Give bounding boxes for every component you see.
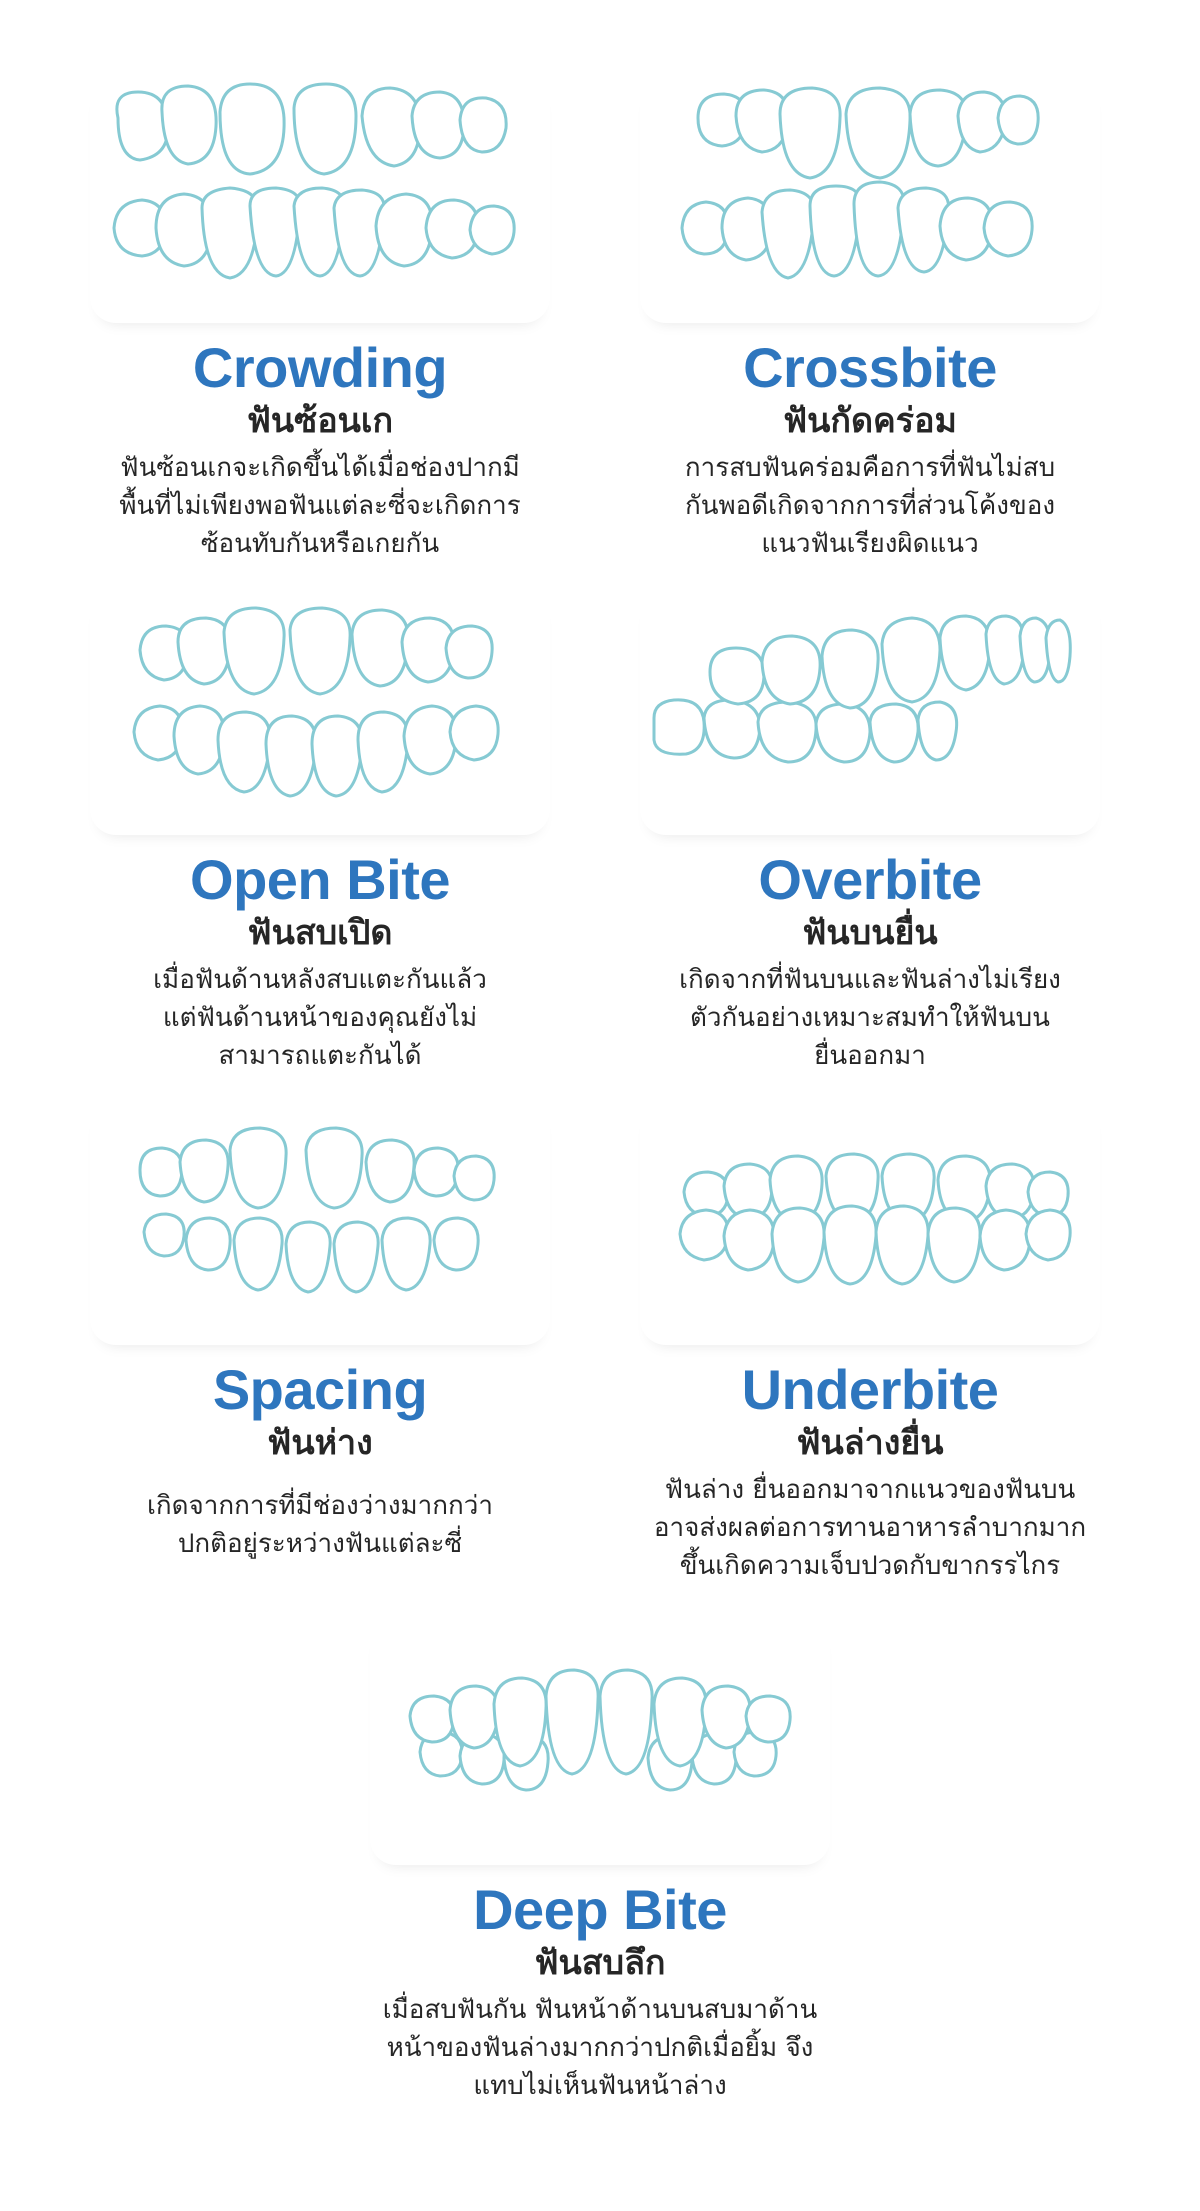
card-title: Spacing [212, 1358, 428, 1421]
description-line: ตัวกันอย่างเหมาะสมทำให้ฟันบน [690, 1003, 1050, 1033]
description-line: เกิดจากที่ฟันบนและฟันล่างไม่เรียง [679, 965, 1061, 995]
description-line: แทบไม่เห็นฟันหน้าล่าง [473, 2071, 727, 2101]
card-subtitle: ฟันกัดคร่อม [783, 401, 957, 441]
card-deep-bite [320, 1620, 880, 2105]
lower-teeth [134, 706, 498, 796]
card-subtitle: ฟันซ้อนเก [246, 401, 394, 441]
card-description [340, 1991, 860, 2105]
card-description [610, 961, 1130, 1075]
open-bite-teeth-icon [90, 590, 550, 835]
description-line: แต่ฟันด้านหน้าของคุณยังไม่ [162, 1003, 478, 1033]
card-title: Overbite [758, 848, 982, 911]
overbite-teeth-icon [640, 590, 1100, 835]
crowding-teeth-icon [90, 78, 550, 323]
card-title: Deep Bite [473, 1878, 727, 1941]
card-description [610, 449, 1130, 563]
description-line: ปกติอยู่ระหว่างฟันแต่ละซี่ [177, 1529, 463, 1559]
lower-teeth [680, 1206, 1070, 1284]
card-description [60, 1487, 580, 1563]
lower-teeth [144, 1214, 478, 1292]
card-title: Open Bite [190, 848, 450, 911]
card-spacing [40, 1100, 600, 1563]
card-description [60, 449, 580, 563]
lower-teeth [114, 188, 514, 278]
description-line: เกิดจากการที่มีช่องว่างมากกว่า [147, 1491, 493, 1521]
card-title: Underbite [741, 1358, 999, 1421]
card-title: Crossbite [743, 336, 997, 399]
card-description [590, 1471, 1150, 1585]
card-description [60, 961, 580, 1075]
card-underbite [590, 1100, 1150, 1585]
card-subtitle: ฟันบนยื่น [802, 913, 938, 953]
crossbite-teeth-icon [640, 78, 1100, 323]
description-line: แนวฟันเรียงผิดแนว [761, 529, 979, 559]
upper-teeth [710, 616, 1070, 708]
card-open-bite [40, 590, 600, 1075]
upper-teeth [698, 88, 1038, 178]
description-line: เมื่อฟันด้านหลังสบแตะกันแล้ว [153, 965, 487, 995]
upper-teeth [117, 84, 506, 174]
card-subtitle: ฟันล่างยื่น [796, 1423, 944, 1463]
card-crossbite [590, 78, 1150, 563]
description-line: ฟันล่าง ยื่นออกมาจากแนวของฟันบน [664, 1475, 1076, 1505]
description-line: ยื่นออกมา [814, 1041, 926, 1071]
description-line: ซ้อนทับกันหรือเกยกัน [200, 529, 440, 559]
description-line: การสบฟันคร่อมคือการที่ฟันไม่สบ [684, 453, 1056, 483]
description-line: กันพอดีเกิดจากการที่ส่วนโค้งของ [684, 491, 1056, 521]
lower-teeth [654, 700, 957, 762]
description-line: ฟันซ้อนเกจะเกิดขึ้นได้เมื่อช่องปากมี [120, 453, 520, 483]
deep-bite-teeth-icon [370, 1620, 830, 1865]
description-line: ขึ้นเกิดความเจ็บปวดกับขากรรไกร [679, 1551, 1061, 1581]
upper-teeth [140, 1128, 494, 1208]
upper-teeth [140, 608, 492, 694]
underbite-teeth-icon [640, 1100, 1100, 1345]
description-line: หน้าของฟันล่างมากกว่าปกติเมื่อยิ้ม จึง [386, 2033, 814, 2063]
card-overbite [590, 590, 1150, 1075]
card-title: Crowding [192, 336, 448, 399]
description-line: สามารถแตะกันได้ [218, 1041, 422, 1071]
lower-teeth [682, 182, 1032, 278]
card-subtitle: ฟันสบเปิด [247, 913, 393, 953]
description-line: อาจส่งผลต่อการทานอาหารลำบากมาก [653, 1513, 1087, 1543]
description-line: เมื่อสบฟันกัน ฟันหน้าด้านบนสบมาด้าน [382, 1995, 818, 2025]
card-subtitle: ฟันสบลึก [534, 1943, 666, 1983]
description-line: พื้นที่ไม่เพียงพอฟันแต่ละซี่จะเกิดการ [119, 491, 521, 521]
spacing-teeth-icon [90, 1100, 550, 1345]
card-subtitle: ฟันห่าง [267, 1423, 373, 1463]
card-crowding [40, 78, 600, 563]
